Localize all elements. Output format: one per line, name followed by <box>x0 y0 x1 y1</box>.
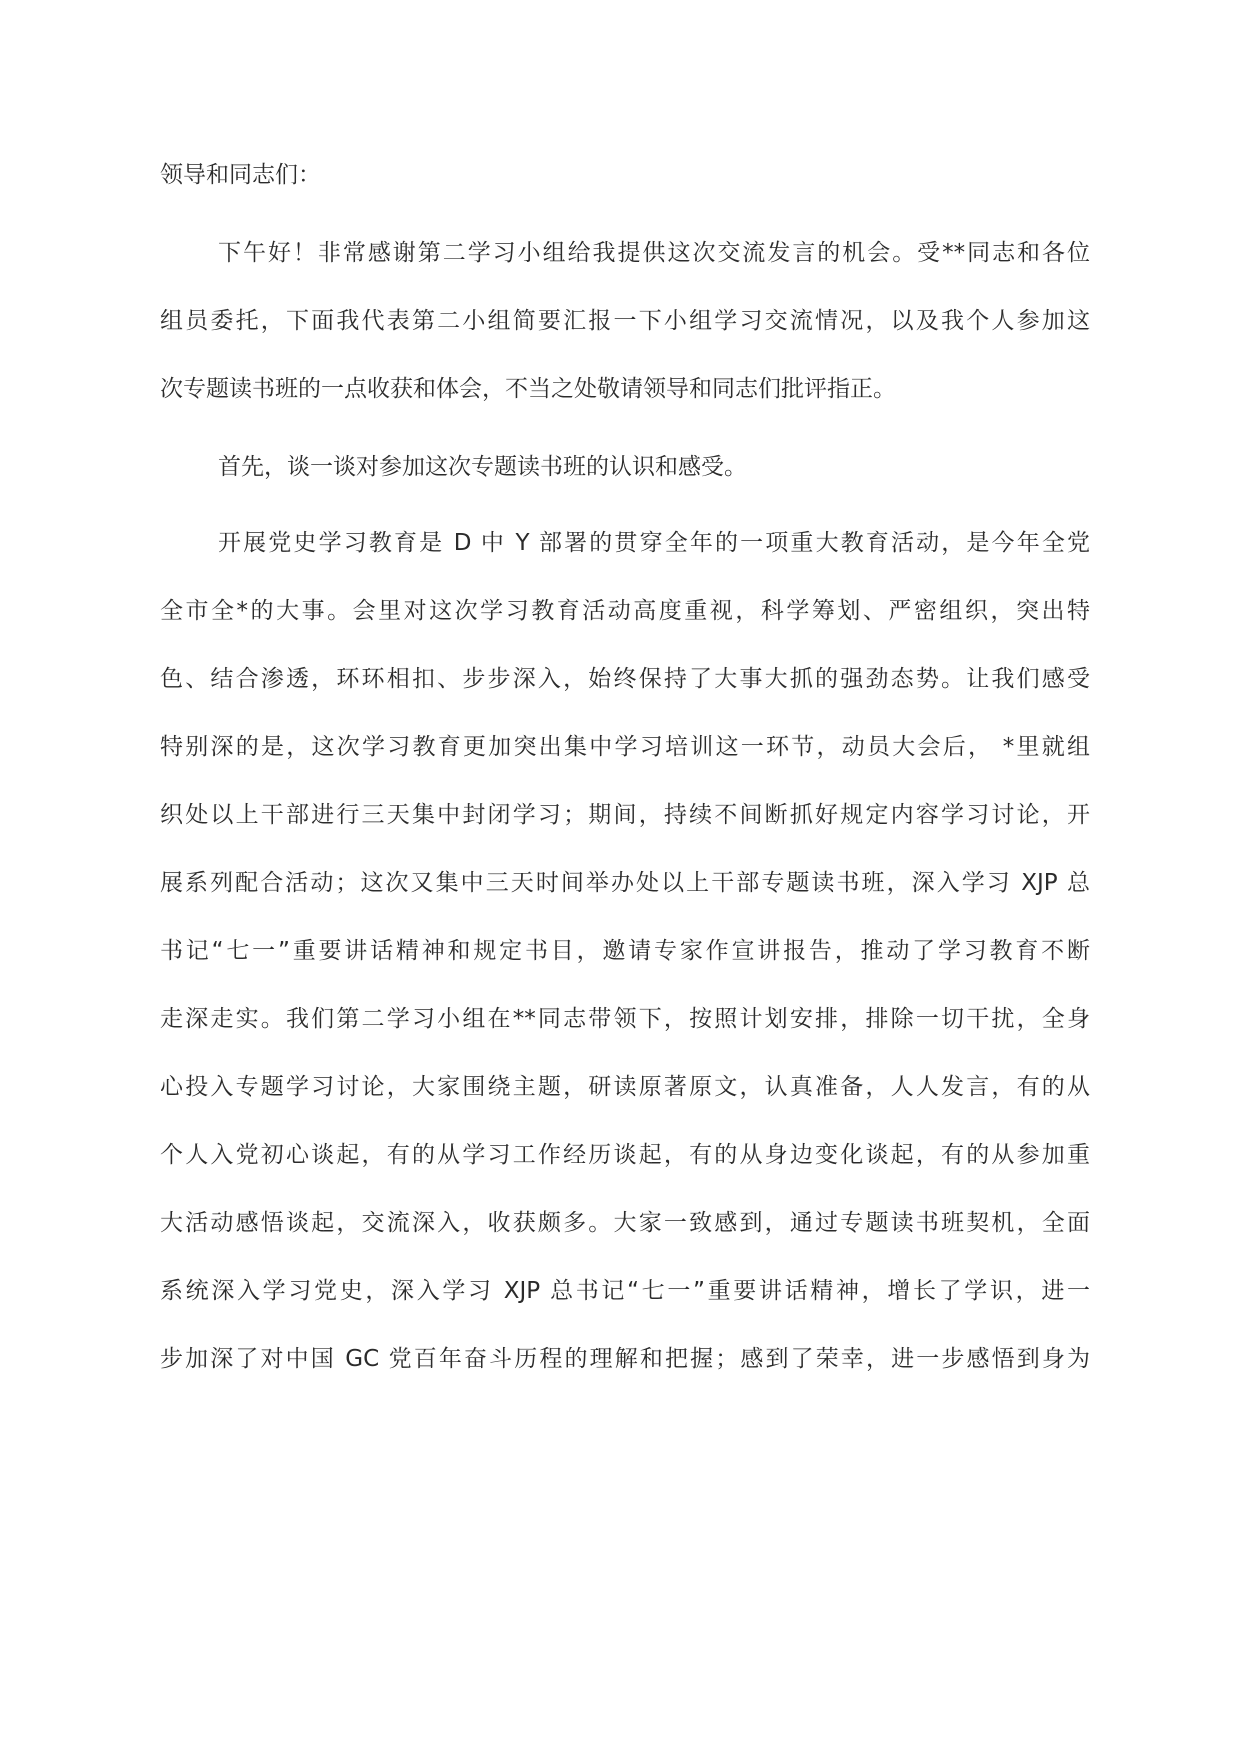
paragraph-3-line-6: 展系列配合活动；这次又集中三天时间举办处以上干部专题读书班，深入学习 XJP 总 <box>160 870 1090 896</box>
paragraph-3-line-9: 心投入专题学习讨论，大家围绕主题，研读原著原文，认真准备，人人发言，有的从 <box>160 1074 1090 1100</box>
paragraph-1-line-2: 组员委托，下面我代表第二小组简要汇报一下小组学习交流情况，以及我个人参加这 <box>160 308 1090 334</box>
paragraph-3-line-3: 色、结合渗透，环环相扣、步步深入，始终保持了大事大抓的强劲态势。让我们感受 <box>160 666 1090 692</box>
paragraph-3-line-1: 开展党史学习教育是 D 中 Y 部署的贯穿全年的一项重大教育活动，是今年全党 <box>218 530 1090 556</box>
paragraph-3-line-5: 织处以上干部进行三天集中封闭学习；期间，持续不间断抓好规定内容学习讨论，开 <box>160 802 1090 828</box>
paragraph-3-line-13: 步加深了对中国 GC 党百年奋斗历程的理解和把握；感到了荣幸，进一步感悟到身为 <box>160 1346 1090 1372</box>
paragraph-3-line-12: 系统深入学习党史，深入学习 XJP 总书记“七一”重要讲话精神，增长了学识，进一 <box>160 1278 1090 1304</box>
paragraph-3-line-4: 特别深的是，这次学习教育更加突出集中学习培训这一环节，动员大会后， *里就组 <box>160 734 1090 760</box>
paragraph-3-line-2: 全市全*的大事。会里对这次学习教育活动高度重视，科学筹划、严密组织，突出特 <box>160 598 1090 624</box>
paragraph-2-line-1: 首先，谈一谈对参加这次专题读书班的认识和感受。 <box>218 454 747 480</box>
paragraph-3-line-7: 书记“七一”重要讲话精神和规定书目，邀请专家作宣讲报告，推动了学习教育不断 <box>160 938 1090 964</box>
paragraph-3-line-8: 走深走实。我们第二学习小组在**同志带领下，按照计划安排，排除一切干扰，全身 <box>160 1006 1090 1032</box>
paragraph-3-line-11: 大活动感悟谈起，交流深入，收获颇多。大家一致感到，通过专题读书班契机，全面 <box>160 1210 1090 1236</box>
paragraph-1-line-1: 下午好！非常感谢第二学习小组给我提供这次交流发言的机会。受**同志和各位 <box>218 240 1090 266</box>
paragraph-1-line-3: 次专题读书班的一点收获和体会，不当之处敬请领导和同志们批评指正。 <box>160 376 896 402</box>
paragraph-3-line-10: 个人入党初心谈起，有的从学习工作经历谈起，有的从身边变化谈起，有的从参加重 <box>160 1142 1090 1168</box>
salutation: 领导和同志们： <box>160 162 321 188</box>
